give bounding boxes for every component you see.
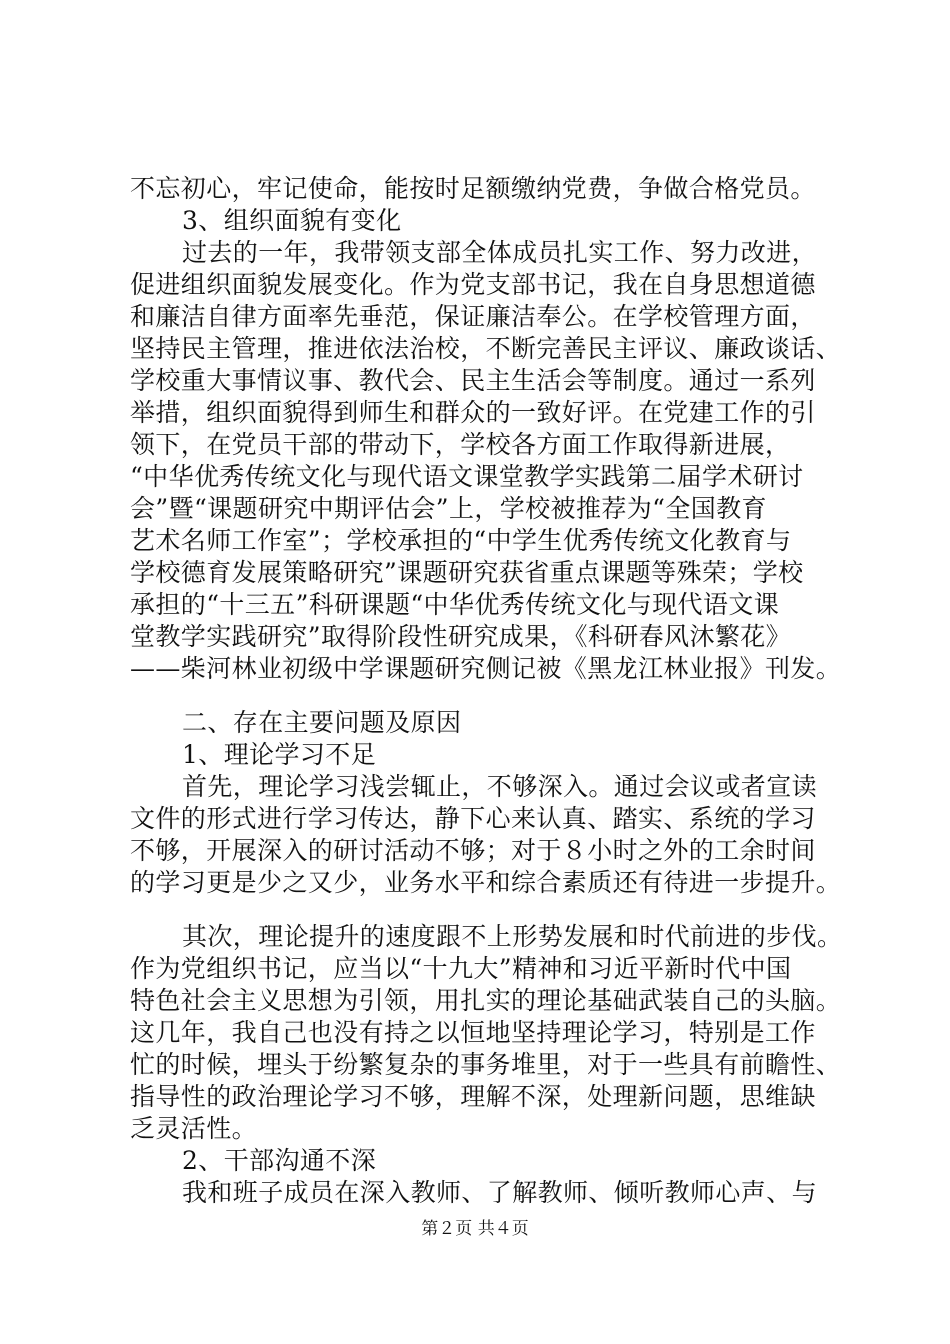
paragraph-line: 特色社会主义思想为引领，用扎实的理论基础武装自己的头脑。 xyxy=(130,986,842,1015)
paragraph-line: 和廉洁自律方面率先垂范，保证廉洁奉公。在学校管理方面， xyxy=(130,302,816,331)
paragraph-line: 我和班子成员在深入教师、了解教师、倾听教师心声、与 xyxy=(182,1178,818,1207)
paragraph-line: 促进组织面貌发展变化。作为党支部书记，我在自身思想道德 xyxy=(130,270,816,299)
paragraph-line: ——柴河林业初级中学课题研究侧记被《黑龙江林业报》刊发。 xyxy=(130,654,842,683)
page-number-footer: 第２页 共４页 xyxy=(421,1219,529,1239)
paragraph-line: 堂教学实践研究”取得阶段性研究成果，《科研春风沐繁花》 xyxy=(130,622,792,651)
paragraph-line: 的学习更是少之又少，业务水平和综合素质还有待进一步提升。 xyxy=(130,868,842,897)
paragraph-line: 坚持民主管理，推进依法治校，不断完善民主评议、廉政谈话、 xyxy=(130,334,842,363)
paragraph-line: “中华优秀传统文化与现代语文课堂教学实践第二届学术研讨 xyxy=(130,462,804,491)
section-heading: 二、存在主要问题及原因 xyxy=(182,708,462,737)
paragraph-line: 首先，理论学习浅尝辄止，不够深入。通过会议或者宣读 xyxy=(182,772,818,801)
paragraph-spacer xyxy=(130,685,848,707)
section-heading: 1、理论学习不足 xyxy=(182,740,377,769)
paragraph-line: 不忘初心，牢记使命，能按时足额缴纳党费，争做合格党员。 xyxy=(130,174,816,203)
section-heading: 2、干部沟通不深 xyxy=(182,1146,377,1175)
paragraph-line: 乏灵活性。 xyxy=(130,1114,258,1143)
paragraph-line: 领下，在党员干部的带动下，学校各方面工作取得新进展， xyxy=(130,430,791,459)
paragraph-line: 过去的一年，我带领支部全体成员扎实工作、努力改进， xyxy=(182,238,818,267)
paragraph-line: 举措，组织面貌得到师生和群众的一致好评。在党建工作的引 xyxy=(130,398,816,427)
section-heading: 3、组织面貌有变化 xyxy=(182,206,402,235)
paragraph-line: 学校德育发展策略研究”课题研究获省重点课题等殊荣；学校 xyxy=(130,558,804,587)
paragraph-line: 这几年，我自己也没有持之以恒地坚持理论学习，特别是工作 xyxy=(130,1018,816,1047)
paragraph-line: 忙的时候，埋头于纷繁复杂的事务堆里，对于一些具有前瞻性、 xyxy=(130,1050,842,1079)
paragraph-line: 作为党组织书记，应当以“十九大”精神和习近平新时代中国 xyxy=(130,954,792,983)
paragraph-line: 会”暨“课题研究中期评估会”上，学校被推荐为“全国教育 xyxy=(130,494,767,523)
paragraph-line: 文件的形式进行学习传达，静下心来认真、踏实、系统的学习 xyxy=(130,804,816,833)
paragraph-spacer xyxy=(130,899,848,921)
paragraph-line: 指导性的政治理论学习不够，理解不深，处理新问题，思维缺 xyxy=(130,1082,816,1111)
paragraph-line: 其次，理论提升的速度跟不上形势发展和时代前进的步伐。 xyxy=(182,922,843,951)
paragraph-line: 艺术名师工作室”；学校承担的“中学生优秀传统文化教育与 xyxy=(130,526,792,555)
document-body xyxy=(130,173,848,1209)
paragraph-line: 不够，开展深入的研讨活动不够；对于８小时之外的工余时间 xyxy=(130,836,816,865)
paragraph-line: 承担的“十三五”科研课题“中华优秀传统文化与现代语文课 xyxy=(130,590,780,619)
paragraph-line: 学校重大事情议事、教代会、民主生活会等制度。通过一系列 xyxy=(130,366,816,395)
